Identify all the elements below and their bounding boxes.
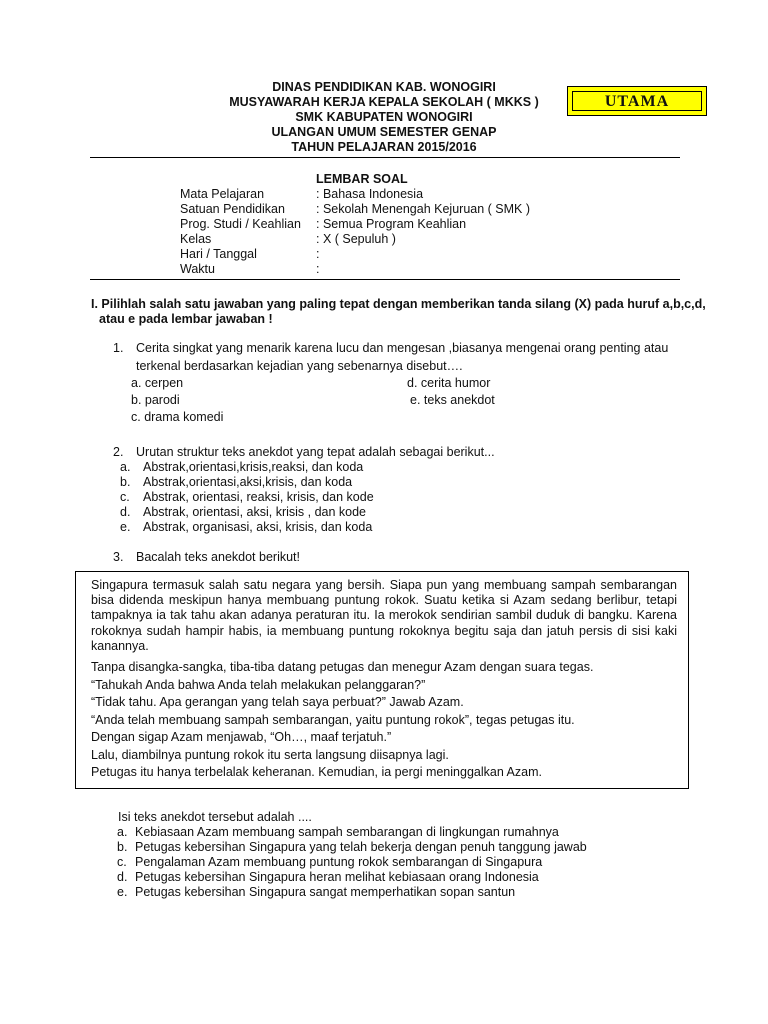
option-letter: c. [117,855,127,869]
info-label: Waktu [180,262,215,276]
answer-option: Abstrak, orientasi, reaksi, krisis, dan kode [143,490,374,504]
option-letter: a. [120,460,131,474]
answer-option: Abstrak, organisasi, aksi, krisis, dan koda [143,520,373,534]
passage-line: “Tahukah Anda bahwa Anda telah melakukan pelanggaran?” [91,678,426,692]
answer-option: Abstrak,orientasi,aksi,krisis, dan koda [143,475,353,489]
passage-line: “Anda telah membuang sampah sembarangan, yaitu puntung rokok”, tegas petugas itu. [91,713,575,727]
info-value: : Sekolah Menengah Kejuruan ( SMK ) [316,202,531,216]
answer-option: Abstrak,orientasi,krisis,reaksi, dan koda [143,460,364,474]
question-text: Cerita singkat yang menarik karena lucu dan mengesan ,biasanya mengenai orang penting atau [136,341,669,355]
answer-option: Petugas kebersihan Singapura yang telah bekerja dengan penuh tanggung jawab [135,840,587,854]
utama-badge [567,86,707,116]
answer-option: a. cerpen [131,376,184,390]
info-value: : [316,262,320,276]
passage-line: “Tidak tahu. Apa gerangan yang telah saya perbuat?” Jawab Azam. [91,695,464,709]
info-value: : X ( Sepuluh ) [316,232,396,246]
answer-option: d. cerita humor [407,376,491,390]
question-text: terkenal berdasarkan kejadian yang sebenarnya disebut…. [136,359,463,373]
question-number: 1. [113,341,124,355]
option-letter: b. [120,475,131,489]
sheet-title: LEMBAR SOAL [316,172,408,186]
option-letter: d. [117,870,128,884]
passage-line: Tanpa disangka-sangka, tiba-tiba datang petugas dan menegur Azam dengan suara tegas. [91,660,594,674]
option-letter: b. [117,840,128,854]
instruction-line-1: I. Pilihlah salah satu jawaban yang paling tepat dengan memberikan tanda silang (X) pada huruf a,b,c,d, [91,297,706,311]
question-text: Isi teks anekdot tersebut adalah .... [118,810,312,824]
option-letter: d. [120,505,131,519]
answer-option: Petugas kebersihan Singapura heran melihat kebiasaan orang Indonesia [135,870,539,884]
header-line-4: ULANGAN UMUM SEMESTER GENAP [271,125,497,139]
header-line-5: TAHUN PELAJARAN 2015/2016 [291,140,477,154]
question-number: 3. [113,550,124,564]
info-label: Mata Pelajaran [180,187,265,201]
header-line-2: MUSYAWARAH KERJA KEPALA SEKOLAH ( MKKS ) [229,95,539,109]
info-label: Kelas [180,232,212,246]
info-value: : [316,247,320,261]
info-label: Satuan Pendidikan [180,202,285,216]
option-letter: c. [120,490,130,504]
answer-option: Pengalaman Azam membuang puntung rokok sembarangan di Singapura [135,855,543,869]
passage-line: Lalu, diambilnya puntung rokok itu serta langsung diisapnya lagi. [91,748,449,762]
option-letter: e. [120,520,131,534]
option-letter: e. [117,885,128,899]
question-text: Bacalah teks anekdot berikut! [136,550,300,564]
info-label: Hari / Tanggal [180,247,257,261]
answer-option: Petugas kebersihan Singapura sangat memperhatikan sopan santun [135,885,516,899]
info-value: : Semua Program Keahlian [316,217,467,231]
answer-option: b. parodi [131,393,180,407]
answer-option: Kebiasaan Azam membuang sampah sembarangan di lingkungan rumahnya [135,825,559,839]
passage-line: Dengan sigap Azam menjawab, “Oh…, maaf terjatuh.” [91,730,392,744]
header-divider [90,157,680,158]
passage-line: Petugas itu hanya terbelalak keheranan. Kemudian, ia pergi meninggalkan Azam. [91,765,542,779]
info-divider [90,279,680,280]
info-label: Prog. Studi / Keahlian [180,217,301,231]
info-value: : Bahasa Indonesia [316,187,424,201]
question-text: Urutan struktur teks anekdot yang tepat adalah sebagai berikut... [136,445,495,459]
option-letter: a. [117,825,128,839]
answer-option: Abstrak, orientasi, aksi, krisis , dan kode [143,505,367,519]
utama-badge-label: UTAMA [572,91,702,111]
answer-option: c. drama komedi [131,410,224,424]
passage-paragraph: Singapura termasuk salah satu negara yang bersih. Siapa pun yang membuang sampah sembarangan bisa didenda meskipun hanya membuang puntung rokok. Suatu ketika si Azam sedang berlibur, tetapi tampaknya ia tak tahu akan adanya peraturan itu. Ia merokok sendirian sambil duduk di bangku. Karena rokoknya sudah hampir habis, ia membuang puntung rokoknya begitu saja dan jatuh persis di sisi kaki kanannya. [91,578,677,653]
instruction-line-2: atau e pada lembar jawaban ! [99,312,273,326]
question-number: 2. [113,445,124,459]
answer-option: e. teks anekdot [410,393,495,407]
header-line-3: SMK KABUPATEN WONOGIRI [295,110,473,124]
header-line-1: DINAS PENDIDIKAN KAB. WONOGIRI [272,80,496,94]
